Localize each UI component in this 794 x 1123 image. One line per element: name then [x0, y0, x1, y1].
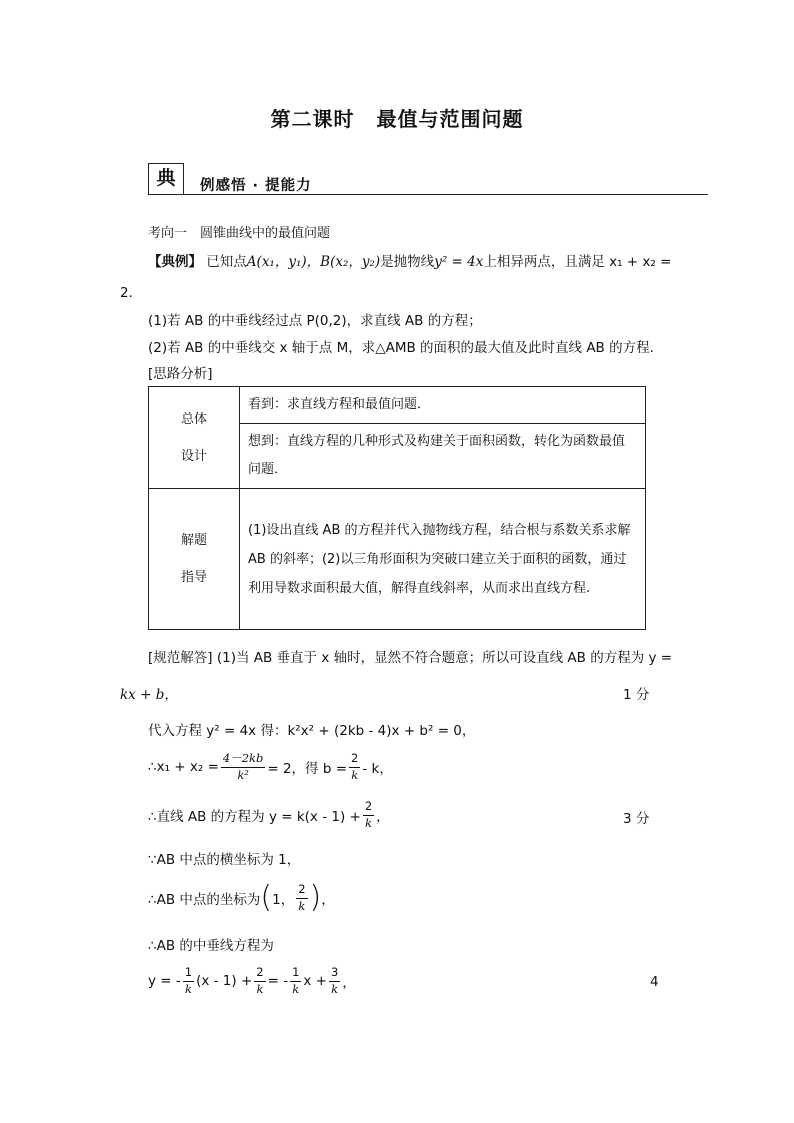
math-text: ∴直线 AB 的方程为 y = k(x - 1) +	[148, 809, 361, 825]
frac-num: 4－2kb	[221, 753, 265, 768]
fraction	[221, 753, 265, 781]
frac-num: 1	[290, 967, 301, 982]
frac-den: k	[298, 898, 306, 913]
solution-text: (1)当 AB 垂直于 x 轴时，显然不符合题意；所以可设直线 AB 的方程为 y =	[216, 650, 673, 666]
solution-line1	[148, 646, 672, 666]
frac-num: 2	[296, 884, 307, 899]
title-part2: 最值与范围问题	[376, 107, 524, 131]
solution-line7: ∴AB 的中垂线方程为	[148, 938, 274, 954]
frac-den: k	[292, 981, 300, 996]
frac-num: 1	[183, 967, 194, 982]
score-mark: 4	[650, 974, 659, 990]
example-tag: 【典例】	[148, 254, 202, 270]
head-line: 总体	[180, 411, 207, 427]
solution-label: [规范解答]	[148, 650, 213, 666]
math-text: y = -	[148, 973, 181, 989]
page-title	[0, 103, 794, 132]
frac-den: k²	[237, 767, 249, 782]
solution-line2: 代入方程 y² = 4x 得：k²x² + (2kb - 4)x + b² = 0，	[148, 723, 476, 739]
fraction	[290, 967, 301, 995]
math-text: 1，	[272, 892, 295, 908]
frac-num: 2	[349, 753, 360, 768]
table-head-cell	[149, 387, 240, 489]
question-2: (2)若 AB 的中垂线交 x 轴于点 M，求△AMB 的面积的最大值及此时直线 AB 的方程．	[148, 340, 664, 356]
right-paren: )	[309, 880, 322, 915]
fraction	[183, 967, 194, 995]
banner-icon-box	[148, 163, 184, 195]
title-part1: 第二课时	[270, 107, 355, 131]
math-text: - k，	[362, 761, 393, 777]
math-text: ∴x₁ + x₂ =	[148, 759, 219, 775]
table-cell: (1)设出直线 AB 的方程并代入抛物线方程，结合根与系数关系求解 AB 的斜率；(2)以三角形面积为突破口建立关于面积的函数，通过利用导数求面积最大值，解得直线斜率，从而求出直线方程.	[240, 489, 646, 630]
analysis-table	[148, 386, 646, 630]
fraction	[329, 967, 340, 995]
table-row	[149, 387, 646, 424]
math-text: = 2，得 b =	[267, 761, 348, 777]
math-text: ，	[321, 892, 335, 908]
example-intro: 已知点	[206, 254, 247, 270]
math-text: ∴AB 中点的坐标为	[148, 892, 261, 908]
parabola-eq: y² = 4x	[434, 254, 484, 270]
banner-label: 例感悟 · 提能力	[200, 178, 312, 194]
math-text: ，	[342, 975, 356, 991]
math-text: (x - 1) +	[196, 973, 253, 989]
frac-num: 3	[329, 967, 340, 982]
fraction	[296, 884, 307, 912]
frac-den: k	[331, 981, 339, 996]
table-cell: 想到：直线方程的几种形式及构建关于面积函数，转化为函数最值问题．	[240, 424, 646, 489]
math-text: x +	[303, 973, 327, 989]
head-line: 设计	[180, 448, 207, 464]
table-head-cell	[149, 489, 240, 630]
score-mark: 3 分	[623, 811, 650, 827]
example-text-tail: 上相异两点，且满足 x₁ + x₂ =	[483, 254, 672, 270]
head-line: 解题	[180, 533, 207, 548]
example-line1	[148, 250, 671, 270]
point-b: B	[320, 254, 331, 270]
question-1: (1)若 AB 的中垂线经过点 P(0,2)，求直线 AB 的方程；	[148, 313, 482, 329]
frac-den: k	[365, 815, 372, 830]
table-row	[149, 489, 646, 630]
score-mark: 1 分	[623, 687, 650, 703]
fraction	[254, 967, 265, 995]
banner-icon-char: 典	[156, 167, 176, 189]
frac-num: 2	[254, 967, 265, 982]
solution-line1-cont: kx + b，	[120, 687, 178, 703]
section-heading: 考向一 圆锥曲线中的最值问题	[148, 226, 331, 241]
example-wrap: 2．	[120, 285, 143, 301]
table-cell: 看到：求直线方程和最值问题．	[240, 387, 646, 424]
coord-a: (x₁，y₁)，	[256, 254, 321, 270]
coord-b: (x₂，y₂)	[330, 254, 381, 270]
left-paren: (	[260, 880, 273, 915]
frac-den: k	[184, 981, 192, 996]
solution-line8	[148, 963, 356, 999]
frac-num: 2	[363, 801, 374, 816]
fraction	[349, 753, 360, 781]
head-line: 指导	[180, 570, 207, 585]
fraction	[363, 801, 374, 829]
math-text: ，	[376, 809, 390, 825]
solution-line3	[148, 749, 393, 785]
solution-line4	[148, 797, 390, 833]
point-a: A	[246, 254, 257, 270]
solution-line6	[148, 878, 335, 918]
frac-den: k	[256, 981, 264, 996]
banner-divider	[148, 194, 708, 195]
analysis-label: [思路分析]	[148, 366, 213, 382]
frac-den: k	[351, 767, 359, 782]
solution-line5: ∵AB 中点的横坐标为 1，	[148, 852, 301, 868]
example-text-mid: 是抛物线	[380, 254, 435, 270]
math-text: = -	[267, 973, 289, 989]
